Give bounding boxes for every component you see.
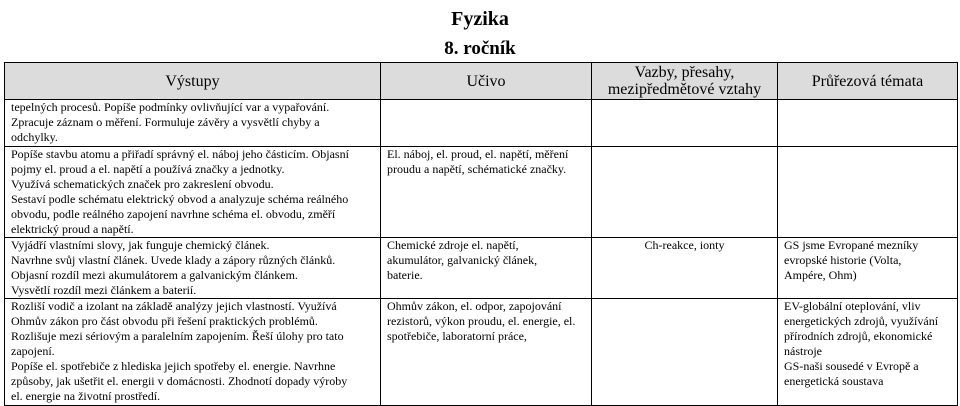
outputs-cell: Popíše stavbu atomu a přiřadí správný el. náboj jeho částicím. Objasní pojmy el. proud a el. napětí a používá značky a jednotky. Využívá schematických značek pro zakreslení obvodu. Sestaví podle schématu elektrický obvod a analyzuje schéma reálného obvodu, podle reálného zapojení navrhne schéma el. obvodu, změří elektrický proud a napětí. <box>5 147 381 238</box>
table-row <box>5 147 958 238</box>
table-row <box>5 100 958 147</box>
links-cell: Ch-reakce, ionty <box>592 238 778 299</box>
outputs-cell: Vyjádří vlastními slovy, jak funguje chemický článek. Navrhne svůj vlastní článek. Uvede klady a zápory různých článků. Objasní rozdíl mezi akumulátorem a galvanickým článkem. Vysvětlí rozdíl mezi článkem a baterií. <box>5 238 381 299</box>
content-cell: Chemické zdroje el. napětí, akumulátor, galvanický článek, baterie. <box>381 238 592 299</box>
topics-cell: GS jsme Evropané mezníky evropské historie (Volta, Ampére, Ohm) <box>778 238 958 299</box>
content-cell: Ohmův zákon, el. odpor, zapojování rezistorů, výkon proudu, el. energie, el. spotřebiče, laboratorní práce, <box>381 299 592 406</box>
content-cell: El. náboj, el. proud, el. napětí, měření proudu a napětí, schématické značky. <box>381 147 592 238</box>
topics-cell: EV-globální oteplování, vliv energetických zdrojů, využívání přírodních zdrojů, ekonomické nástroje GS-naši sousedé v Evropě a energetická soustava <box>778 299 958 406</box>
outputs-cell: tepelných procesů. Popíše podmínky ovlivňující var a vypařování. Zpracuje záznam o měření. Formuluje závěry a vysvětlí chyby a odchylky. <box>5 100 381 147</box>
subject-title: Fyzika <box>451 8 509 30</box>
column-header-content: Učivo <box>381 63 592 100</box>
outputs-cell: Rozliší vodič a izolant na základě analýzy jejich vlastností. Využívá Ohmův zákon pro část obvodu při řešení praktických problémů. Rozlišuje mezi sériovým a paralelním zapojením. Řeší úlohy pro tato zapojení. Popíše el. spotřebiče z hlediska jejich spotřeby el. energie. Navrhne způsoby, jak ušetřit el. energii v domácnosti. Zhodnotí dopady výroby el. energie na životní prostředí. <box>5 299 381 406</box>
grade-title: 8. ročník <box>444 38 516 59</box>
links-cell <box>592 100 778 147</box>
column-header-links: Vazby, přesahy, mezipředmětové vztahy <box>592 63 778 100</box>
links-cell <box>592 147 778 238</box>
column-header-topics: Průřezová témata <box>778 63 958 100</box>
curriculum-table <box>4 62 958 406</box>
links-cell <box>592 299 778 406</box>
table-row <box>5 299 958 406</box>
topics-cell <box>778 147 958 238</box>
table-row <box>5 238 958 299</box>
content-cell <box>381 100 592 147</box>
column-header-outputs: Výstupy <box>5 63 381 100</box>
topics-cell <box>778 100 958 147</box>
